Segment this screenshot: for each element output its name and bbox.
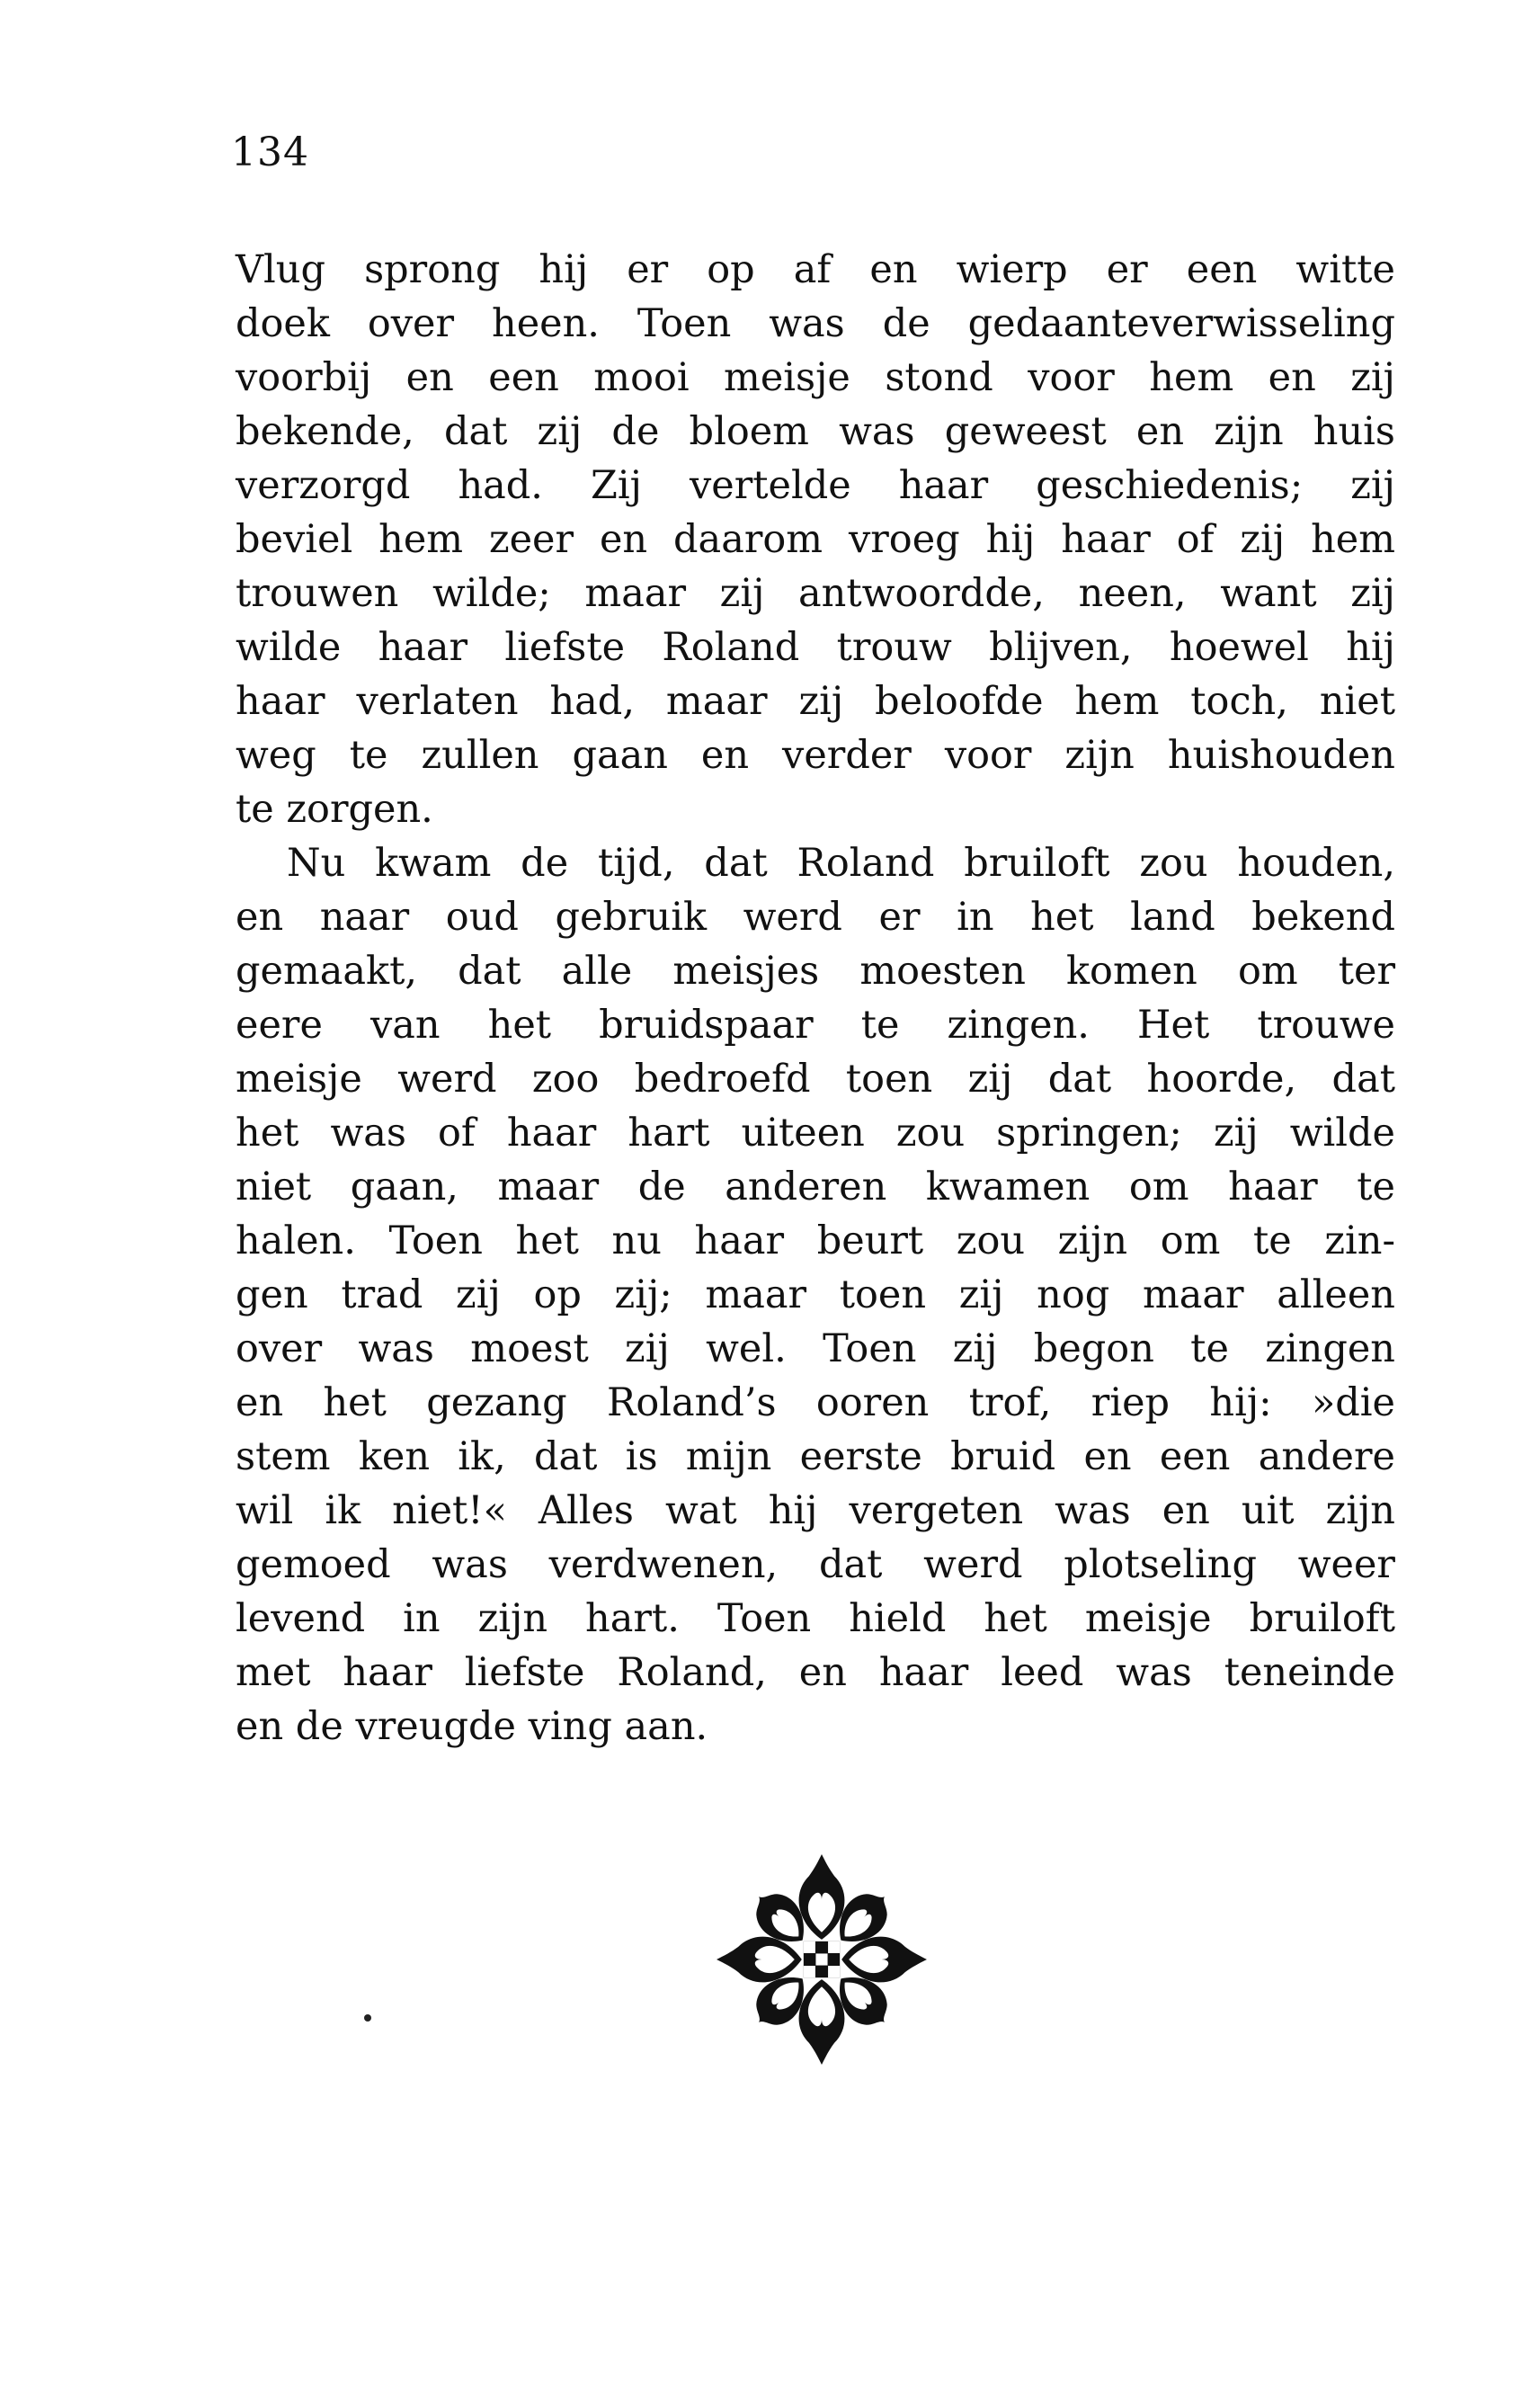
text-line: eere van het bruidspaar te zingen. Het trouwe [236, 1003, 1395, 1048]
text-line: Nu kwam de tijd, dat Roland bruiloft zou houden, [287, 841, 1395, 886]
text-line: bekende, dat zij de bloem was geweest en zijn huis [236, 409, 1395, 454]
text-line: verzorgd had. Zij vertelde haar geschiedenis; zij [236, 463, 1395, 508]
paragraph-1 [236, 243, 1395, 836]
text-line: doek over heen. Toen was de gedaanteverwisseling [236, 301, 1395, 346]
text-line: over was moest zij wel. Toen zij begon te zingen [236, 1326, 1395, 1371]
text-line: voorbij en een mooi meisje stond voor hem en zij [236, 355, 1395, 400]
text-line: niet gaan, maar de anderen kwamen om haar te [236, 1165, 1395, 1209]
text-line: Vlug sprong hij er op af en wierp er een witte [236, 247, 1395, 292]
text-line: en naar oud gebruik werd er in het land bekend [236, 895, 1395, 940]
paragraph-2 [236, 836, 1395, 1754]
text-line: weg te zullen gaan en verder voor zijn huishouden [236, 733, 1395, 778]
text-line: en de vreugde ving aan. [236, 1704, 708, 1749]
text-line: haar verlaten had, maar zij beloofde hem toch, niet [236, 679, 1395, 724]
text-line: te zorgen. [236, 787, 433, 832]
text-line: levend in zijn hart. Toen hield het meisje bruiloft [236, 1596, 1395, 1641]
text-line: trouwen wilde; maar zij antwoordde, neen, want zij [236, 571, 1395, 616]
text-line: halen. Toen het nu haar beurt zou zijn om te zin- [236, 1218, 1395, 1263]
text-line: gemaakt, dat alle meisjes moesten komen om ter [236, 949, 1395, 994]
text-line: wilde haar liefste Roland trouw blijven, hoewel hij [236, 625, 1395, 670]
ink-speck [364, 2014, 371, 2022]
text-line: gen trad zij op zij; maar toen zij nog maar alleen [236, 1272, 1395, 1317]
text-line: stem ken ik, dat is mijn eerste bruid en een andere [236, 1434, 1395, 1479]
text-line: wil ik niet!« Alles wat hij vergeten was en uit zijn [236, 1488, 1395, 1533]
body-text [236, 243, 1395, 1754]
text-line: gemoed was verdwenen, dat werd plotseling weer [236, 1542, 1395, 1587]
text-line: met haar liefste Roland, en haar leed was teneinde [236, 1650, 1395, 1695]
floral-rosette-icon [713, 1851, 930, 2068]
text-line: meisje werd zoo bedroefd toen zij dat hoorde, dat [236, 1057, 1395, 1102]
page-number: 134 [231, 129, 309, 175]
text-line: het was of haar hart uiteen zou springen; zij wilde [236, 1111, 1395, 1156]
text-line: beviel hem zeer en daarom vroeg hij haar of zij hem [236, 517, 1395, 562]
text-line: en het gezang Roland’s ooren trof, riep hij: »die [236, 1380, 1395, 1425]
